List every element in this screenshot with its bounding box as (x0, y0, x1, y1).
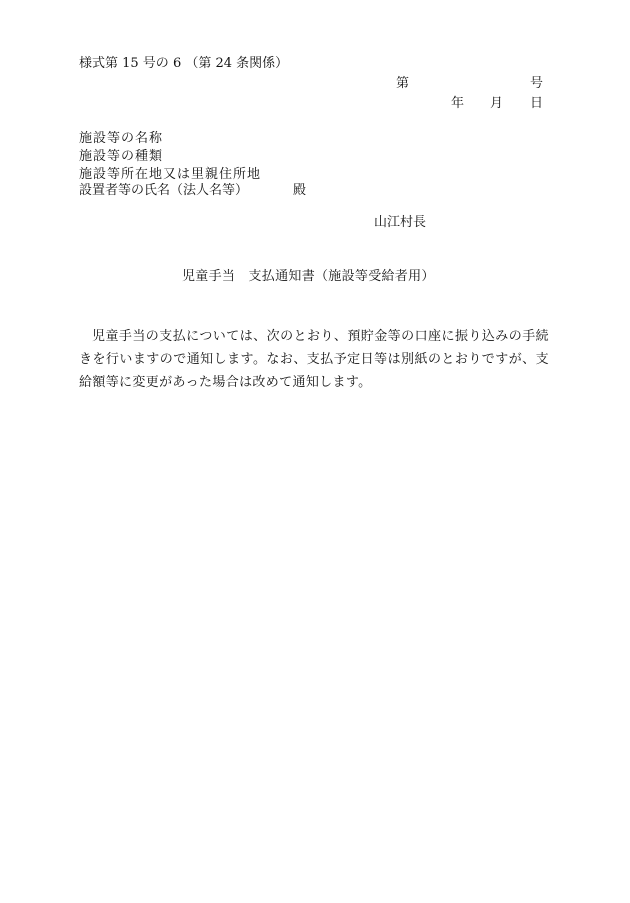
facility-name-label: 施設等の名称 (79, 131, 164, 146)
notice-body: 児童手当の支払については、次のとおり、預貯金等の口座に振り込みの手続きを行いますので通知します。なお、支払予定日等は別紙のとおりですが、支給額等に変更があった場合は改めて通知します。 (79, 329, 549, 390)
facility-address-label: 施設等所在地又は里親住所地 (79, 167, 262, 182)
sender-name: 山江村長 (374, 215, 427, 230)
form-number: 様式第 15 号の 6 （第 24 条関係） (79, 56, 289, 71)
document-number-prefix: 第 (396, 76, 410, 91)
date-day-label: 日 (530, 96, 544, 111)
recipient-honorific: 殿 (293, 183, 307, 198)
founder-name-label: 設置者等の氏名（法人名等） (79, 183, 249, 198)
facility-type-label: 施設等の種類 (79, 149, 164, 164)
date-year-label: 年 (451, 96, 465, 111)
document-number-suffix: 号 (530, 76, 544, 91)
document-title: 児童手当 支払通知書（施設等受給者用） (182, 269, 435, 284)
date-month-label: 月 (490, 96, 504, 111)
